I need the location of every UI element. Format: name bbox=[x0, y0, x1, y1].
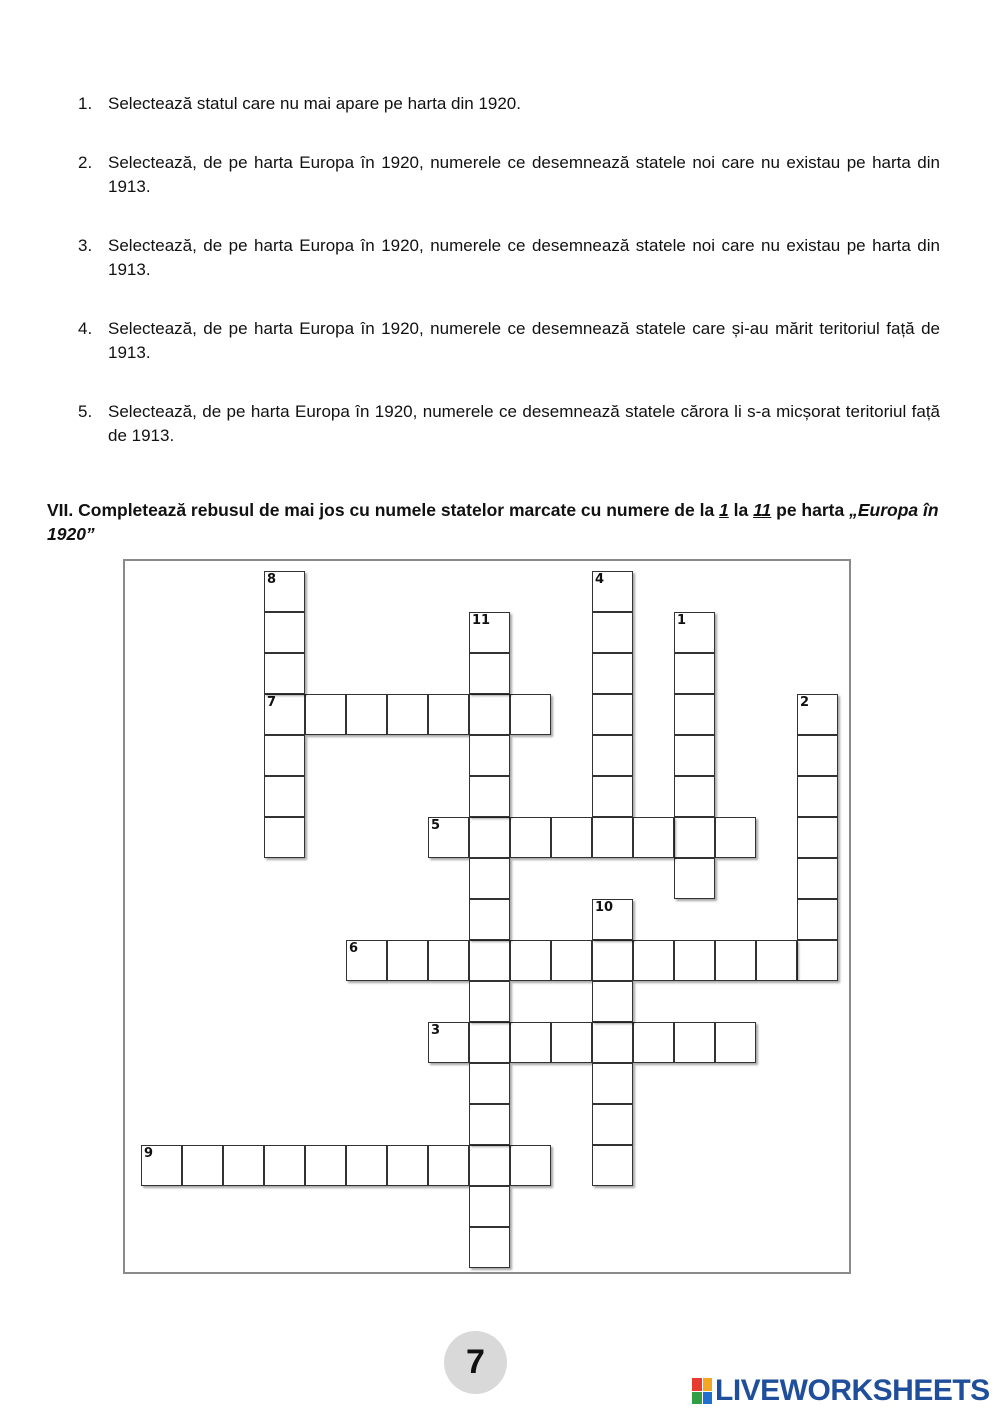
crossword-cell[interactable] bbox=[305, 694, 346, 735]
crossword-cell[interactable] bbox=[264, 776, 305, 817]
clue-number: 4 bbox=[595, 572, 605, 587]
question-item bbox=[78, 234, 940, 282]
crossword-cell[interactable] bbox=[715, 940, 756, 981]
page-number: 7 bbox=[444, 1331, 507, 1394]
question-item bbox=[78, 400, 940, 448]
brand-icon bbox=[692, 1378, 712, 1404]
crossword-cell[interactable] bbox=[510, 1022, 551, 1063]
crossword-cell[interactable] bbox=[387, 940, 428, 981]
crossword-cell[interactable] bbox=[141, 1145, 182, 1186]
crossword-cell[interactable] bbox=[510, 1145, 551, 1186]
question-item bbox=[78, 317, 940, 365]
clue-number: 2 bbox=[800, 695, 810, 710]
crossword-cell[interactable] bbox=[264, 653, 305, 694]
clue-number: 1 bbox=[677, 613, 687, 628]
brand-icon-square bbox=[703, 1392, 713, 1405]
crossword-cell[interactable] bbox=[592, 981, 633, 1022]
crossword-cell[interactable] bbox=[592, 735, 633, 776]
section-heading-middle2: pe harta bbox=[771, 500, 850, 520]
crossword-cell[interactable] bbox=[797, 776, 838, 817]
question-number: 3. bbox=[78, 236, 93, 255]
crossword-cell[interactable] bbox=[715, 817, 756, 858]
crossword-cell[interactable] bbox=[551, 817, 592, 858]
crossword-cell[interactable] bbox=[346, 694, 387, 735]
crossword-cell[interactable] bbox=[592, 653, 633, 694]
crossword-cell[interactable] bbox=[264, 1145, 305, 1186]
section-heading-prefix: VII. Completează rebusul de mai jos cu numele statelor marcate cu numere de la bbox=[47, 500, 720, 520]
crossword-cell[interactable] bbox=[428, 817, 469, 858]
crossword-cell[interactable] bbox=[469, 858, 510, 899]
crossword-cell[interactable] bbox=[182, 1145, 223, 1186]
crossword-cell[interactable] bbox=[469, 1145, 510, 1186]
crossword-cell[interactable] bbox=[469, 899, 510, 940]
clue-number: 5 bbox=[431, 818, 441, 833]
crossword-cell[interactable] bbox=[592, 1145, 633, 1186]
crossword-cell[interactable] bbox=[469, 1063, 510, 1104]
crossword-cell[interactable] bbox=[469, 1227, 510, 1268]
crossword-cell[interactable] bbox=[592, 1063, 633, 1104]
crossword-cell[interactable] bbox=[592, 899, 633, 940]
crossword-cell[interactable] bbox=[264, 571, 305, 612]
section-heading bbox=[47, 498, 940, 546]
crossword-cell[interactable] bbox=[264, 612, 305, 653]
crossword-cell[interactable] bbox=[469, 653, 510, 694]
crossword-cell[interactable] bbox=[387, 1145, 428, 1186]
brand-name: LIVEWORKSHEETS bbox=[715, 1374, 990, 1407]
question-item bbox=[78, 92, 940, 116]
crossword-cell[interactable] bbox=[469, 981, 510, 1022]
crossword-cell[interactable] bbox=[469, 735, 510, 776]
clue-number: 6 bbox=[349, 941, 359, 956]
clue-number: 11 bbox=[472, 613, 491, 628]
crossword-cell[interactable] bbox=[428, 940, 469, 981]
crossword-cell[interactable] bbox=[797, 735, 838, 776]
crossword-cell[interactable] bbox=[674, 858, 715, 899]
range-end: 11 bbox=[753, 500, 772, 520]
question-text: Selectează, de pe harta Europa în 1920, numerele ce desemnează statele cărora li s-a micșorat teritoriul față de 1913. bbox=[108, 402, 940, 445]
crossword-cell[interactable] bbox=[510, 940, 551, 981]
crossword-cell[interactable] bbox=[223, 1145, 264, 1186]
section-heading-middle: la bbox=[728, 500, 754, 520]
crossword-cell[interactable] bbox=[674, 1022, 715, 1063]
crossword-cell[interactable] bbox=[551, 940, 592, 981]
crossword-cell[interactable] bbox=[633, 940, 674, 981]
question-list bbox=[78, 92, 940, 483]
crossword-cell[interactable] bbox=[674, 817, 715, 858]
crossword-cell[interactable] bbox=[264, 735, 305, 776]
question-item bbox=[78, 151, 940, 199]
question-number: 1. bbox=[78, 94, 93, 113]
crossword-cell[interactable] bbox=[797, 940, 838, 981]
crossword-cell[interactable] bbox=[674, 735, 715, 776]
brand-icon-square bbox=[692, 1378, 702, 1391]
crossword-cell[interactable] bbox=[797, 899, 838, 940]
crossword-grid bbox=[123, 559, 851, 1274]
crossword-cell[interactable] bbox=[469, 817, 510, 858]
crossword-cell[interactable] bbox=[592, 612, 633, 653]
crossword-cell[interactable] bbox=[264, 817, 305, 858]
crossword-cell[interactable] bbox=[674, 612, 715, 653]
question-number: 5. bbox=[78, 402, 93, 421]
map-name: „Europa în 1920” bbox=[47, 500, 939, 544]
crossword-cell[interactable] bbox=[469, 940, 510, 981]
liveworksheets-logo bbox=[692, 1374, 990, 1408]
crossword-cell[interactable] bbox=[756, 940, 797, 981]
crossword-cell[interactable] bbox=[264, 694, 305, 735]
crossword-cell[interactable] bbox=[387, 694, 428, 735]
crossword-cell[interactable] bbox=[469, 612, 510, 653]
crossword-cell[interactable] bbox=[469, 1186, 510, 1227]
crossword-cell[interactable] bbox=[346, 1145, 387, 1186]
crossword-cell[interactable] bbox=[469, 776, 510, 817]
crossword-cell[interactable] bbox=[592, 1022, 633, 1063]
crossword-cell[interactable] bbox=[469, 1104, 510, 1145]
crossword-cell[interactable] bbox=[797, 817, 838, 858]
crossword-cell[interactable] bbox=[469, 694, 510, 735]
crossword-cell[interactable] bbox=[715, 1022, 756, 1063]
clue-number: 8 bbox=[267, 572, 277, 587]
clue-number: 7 bbox=[267, 695, 277, 710]
question-number: 4. bbox=[78, 319, 93, 338]
crossword-cell[interactable] bbox=[592, 817, 633, 858]
crossword-cell[interactable] bbox=[510, 694, 551, 735]
question-text: Selectează, de pe harta Europa în 1920, numerele ce desemnează statele noi care nu existau pe harta din 1913. bbox=[108, 153, 940, 196]
crossword-cell[interactable] bbox=[428, 1145, 469, 1186]
crossword-cell[interactable] bbox=[674, 940, 715, 981]
brand-icon-square bbox=[692, 1392, 702, 1405]
brand-icon-square bbox=[703, 1378, 713, 1391]
crossword-cell[interactable] bbox=[428, 694, 469, 735]
crossword-cell[interactable] bbox=[592, 776, 633, 817]
question-number: 2. bbox=[78, 153, 93, 172]
crossword-cell[interactable] bbox=[592, 694, 633, 735]
crossword-cell[interactable] bbox=[674, 776, 715, 817]
range-start: 1 bbox=[719, 500, 729, 520]
crossword-cell[interactable] bbox=[633, 817, 674, 858]
crossword-cell[interactable] bbox=[305, 1145, 346, 1186]
crossword-cell[interactable] bbox=[428, 1022, 469, 1063]
clue-number: 3 bbox=[431, 1023, 441, 1038]
crossword-cell[interactable] bbox=[346, 940, 387, 981]
crossword-cell[interactable] bbox=[551, 1022, 592, 1063]
crossword-cell[interactable] bbox=[510, 817, 551, 858]
clue-number: 9 bbox=[144, 1146, 154, 1161]
crossword-cell[interactable] bbox=[592, 571, 633, 612]
crossword-cell[interactable] bbox=[797, 858, 838, 899]
crossword-cell[interactable] bbox=[592, 940, 633, 981]
question-text: Selectează statul care nu mai apare pe harta din 1920. bbox=[108, 94, 521, 113]
crossword-cell[interactable] bbox=[674, 694, 715, 735]
question-text: Selectează, de pe harta Europa în 1920, numerele ce desemnează statele care și-au mărit teritoriul față de 1913. bbox=[108, 319, 940, 362]
crossword-cell[interactable] bbox=[797, 694, 838, 735]
question-text: Selectează, de pe harta Europa în 1920, numerele ce desemnează statele noi care nu existau pe harta din 1913. bbox=[108, 236, 940, 279]
crossword-cell[interactable] bbox=[469, 1022, 510, 1063]
crossword-cell[interactable] bbox=[633, 1022, 674, 1063]
clue-number: 10 bbox=[595, 900, 614, 915]
crossword-cell[interactable] bbox=[592, 1104, 633, 1145]
crossword-cell[interactable] bbox=[674, 653, 715, 694]
